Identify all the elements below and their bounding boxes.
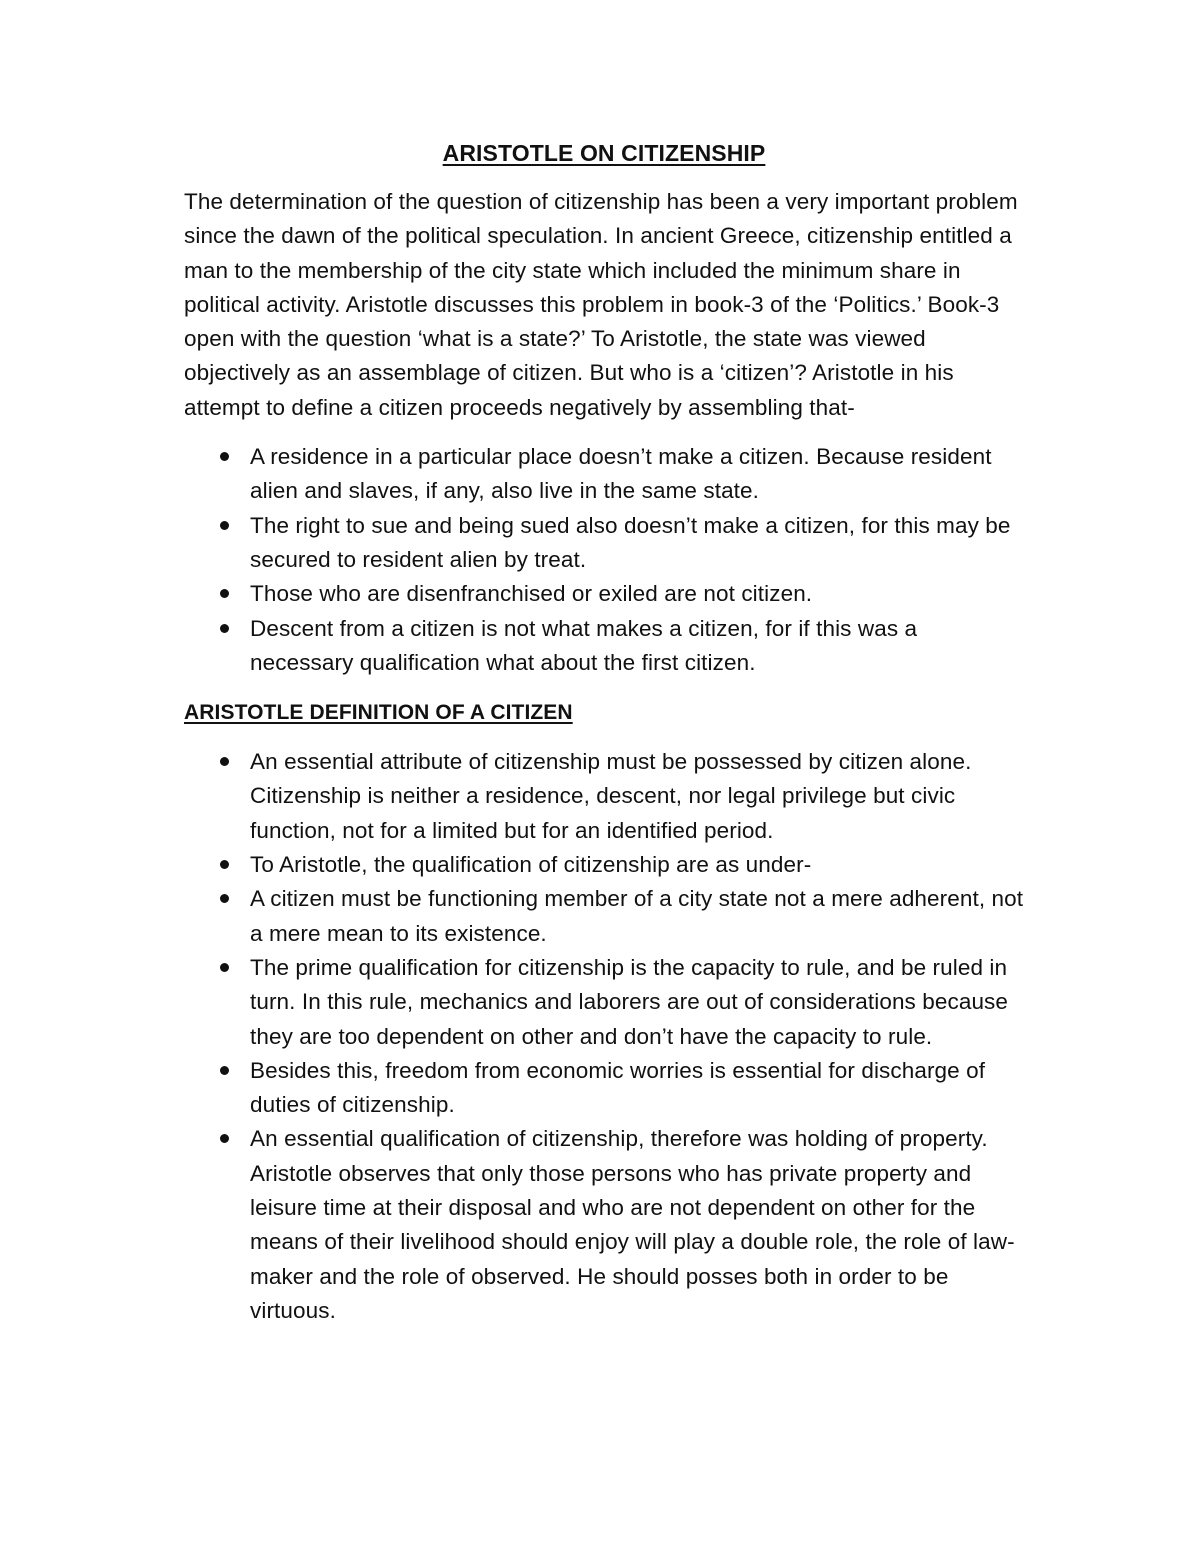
list-item bbox=[184, 440, 1024, 509]
bullet-icon bbox=[220, 521, 229, 530]
bullet-icon bbox=[220, 624, 229, 633]
list-item-text: Those who are disenfranchised or exiled are not citizen. bbox=[250, 581, 813, 607]
list-item bbox=[184, 951, 1024, 1054]
list-item bbox=[184, 848, 1024, 882]
list-item bbox=[184, 882, 1024, 951]
list-item bbox=[184, 1054, 1024, 1123]
bullet-icon bbox=[220, 1066, 229, 1075]
list-item-text: A residence in a particular place doesn’t make a citizen. Because resident alien and slaves, if any, also live in the same state. bbox=[250, 444, 992, 504]
negative-points-list bbox=[184, 440, 1024, 680]
document-body bbox=[184, 136, 1024, 1344]
bullet-icon bbox=[220, 860, 229, 869]
list-item-text: The right to sue and being sued also doesn’t make a citizen, for this may be secured to resident alien by treat. bbox=[250, 512, 1011, 572]
list-item bbox=[184, 612, 1024, 681]
definition-points-list bbox=[184, 745, 1024, 1328]
bullet-icon bbox=[220, 894, 229, 903]
intro-paragraph: The determination of the question of citizenship has been a very important problem since the dawn of the political speculation. In ancient Greece, citizenship entitled a man to the membership of the city state which included the minimum share in political activity. Aristotle discusses this problem in book-3 of the ‘Politics.’ Book-3 open with the question ‘what is a state?’ To Aristotle, the state was viewed objectively as an assemblage of citizen. But who is a ‘citizen’? Aristotle in his attempt to define a citizen proceeds negatively by assembling that- bbox=[184, 189, 1018, 420]
list-item-text: Descent from a citizen is not what makes a citizen, for if this was a necessary qualification what about the first citizen. bbox=[250, 615, 918, 675]
bullet-icon bbox=[220, 452, 229, 461]
bullet-icon bbox=[220, 1134, 229, 1143]
list-item bbox=[184, 745, 1024, 848]
list-item-text: A citizen must be functioning member of a city state not a mere adherent, not a mere mean to its existence. bbox=[250, 886, 1024, 946]
section-heading: ARISTOTLE DEFINITION OF A CITIZEN bbox=[184, 701, 573, 725]
list-item-text: Besides this, freedom from economic worries is essential for discharge of duties of citizenship. bbox=[250, 1057, 986, 1118]
list-item bbox=[184, 1122, 1024, 1328]
document-title: ARISTOTLE ON CITIZENSHIP bbox=[442, 140, 766, 166]
list-item bbox=[184, 577, 1024, 611]
list-item-text: An essential attribute of citizenship must be possessed by citizen alone. Citizenship is neither a residence, descent, nor legal privilege but civic function, not for a limited but for an identified period. bbox=[250, 749, 972, 843]
bullet-icon bbox=[220, 757, 229, 766]
bullet-icon bbox=[220, 589, 229, 598]
list-item-text: The prime qualification for citizenship is the capacity to rule, and be ruled in turn. In this rule, mechanics and laborers are out of considerations because they are too dependent on other and don’t have the capacity to rule. bbox=[250, 954, 1009, 1049]
list-item-text: To Aristotle, the qualification of citizenship are as under- bbox=[250, 852, 812, 878]
bullet-icon bbox=[220, 963, 229, 972]
list-item-text: An essential qualification of citizenship, therefore was holding of property. Aristotle observes that only those persons who has private property and leisure time at their disposal and who are not dependent on other for the means of their livelihood should enjoy will play a double role, the role of law-maker and the role of observed. He should posses both in order to be virtuous. bbox=[250, 1126, 1015, 1323]
list-item bbox=[184, 509, 1024, 578]
